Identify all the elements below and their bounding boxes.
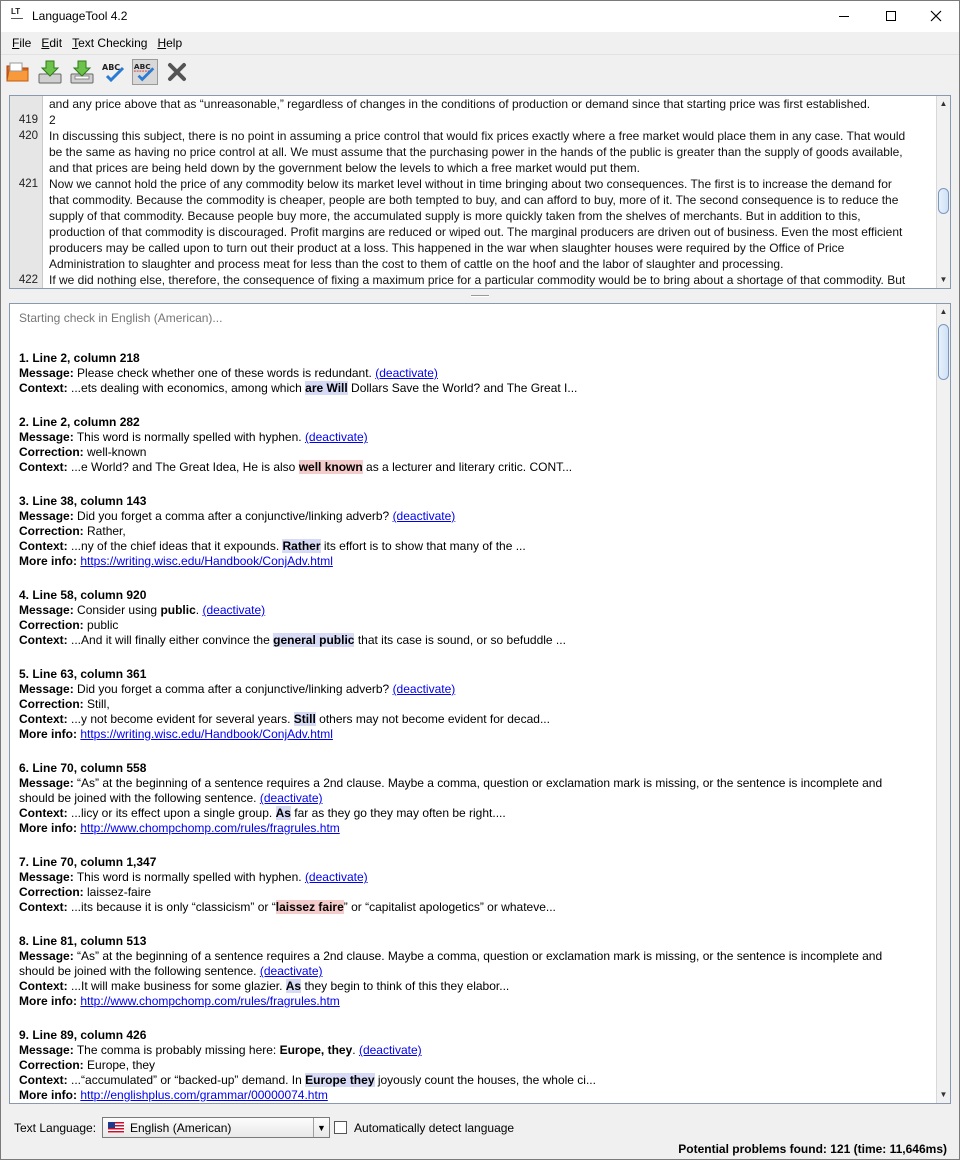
issue-more-info: More info: http://www.chompchomp.com/rules/fragrules.htm [19, 821, 340, 835]
auto-detect-label: Automatically detect language [354, 1121, 515, 1135]
issue-header: 8. Line 81, column 513 [19, 934, 147, 948]
issue-context: Context: ...ets dealing with economics, among which are Will Dollars Save the World? and The Great I... [19, 381, 578, 395]
deactivate-link[interactable]: (deactivate) [392, 682, 456, 696]
issue-message: Message: This word is normally spelled with hyphen. (deactivate) [19, 430, 368, 444]
issue-header: 3. Line 38, column 143 [19, 494, 147, 508]
correction-suggestion[interactable]: public [87, 618, 119, 632]
close-button[interactable] [913, 1, 959, 31]
deactivate-link[interactable]: (deactivate) [259, 791, 323, 805]
editor-line: and any price above that as “unreasonable,” regardless of changes in the conditions of production or demand since that starting price was first established. [49, 97, 871, 111]
save-as-button[interactable] [69, 59, 95, 85]
close-x-icon [164, 59, 190, 85]
splitter-grip-icon [471, 295, 489, 297]
issue-correction: Correction: well-known [19, 445, 147, 459]
issue-correction: Correction: Europe, they [19, 1058, 156, 1072]
more-info-link[interactable]: http://englishplus.com/grammar/00000074.htm [80, 1088, 328, 1102]
text-editor[interactable] [9, 95, 951, 289]
svg-text:ABC: ABC [102, 63, 121, 72]
deactivate-link[interactable]: (deactivate) [304, 430, 368, 444]
starting-check-status: Starting check in English (American)... [19, 311, 223, 325]
correction-suggestion[interactable]: laissez-faire [87, 885, 152, 899]
language-value: English (American) [130, 1120, 232, 1135]
deactivate-link[interactable]: (deactivate) [358, 1043, 422, 1057]
editor-text[interactable] [49, 96, 929, 288]
editor-scroll-thumb[interactable] [938, 188, 949, 214]
issue-message: Message: Did you forget a comma after a conjunctive/linking adverb? (deactivate) [19, 509, 456, 523]
check-text-button[interactable] [101, 59, 127, 85]
issue-message: should be joined with the following sentence. (deactivate) [19, 964, 323, 978]
issue-item [19, 667, 934, 742]
issue-item [19, 588, 934, 648]
save-icon [37, 59, 63, 85]
editor-scrollbar[interactable] [936, 96, 950, 288]
status-text: Potential problems found: 121 (time: 11,646ms) [678, 1142, 947, 1156]
more-info-link[interactable]: http://www.chompchomp.com/rules/fragrules.htm [80, 821, 340, 835]
issue-correction: Correction: Rather, [19, 524, 126, 538]
languagetool-logo-icon: LT [11, 8, 25, 24]
editor-line: Administration to slaughter and process meat for less than the cost to them of cattle on the hoof and the labor of slaughter and processing. [49, 257, 784, 271]
issue-correction: Correction: Still, [19, 697, 110, 711]
issue-header: 6. Line 70, column 558 [19, 761, 147, 775]
issue-correction: Correction: laissez-faire [19, 885, 152, 899]
auto-check-toggle[interactable] [132, 59, 158, 85]
results-content [19, 311, 934, 1104]
issue-context: Context: ...ny of the chief ideas that it expounds. Rather its effort is to show that many of the ... [19, 539, 526, 553]
more-info-link[interactable]: https://writing.wisc.edu/Handbook/ConjAdv.html [80, 554, 333, 568]
menu-file[interactable]: File [12, 36, 32, 50]
issue-context: Context: ...And it will finally either convince the general public that its case is sound, or so befuddle ... [19, 633, 566, 647]
issue-header: 9. Line 89, column 426 [19, 1028, 147, 1042]
chevron-down-icon[interactable]: ▼ [313, 1118, 329, 1137]
issue-header: 7. Line 70, column 1,347 [19, 855, 157, 869]
issue-message: should be joined with the following sentence. (deactivate) [19, 791, 323, 805]
line-number: 420 [18, 130, 38, 142]
error-highlight: general public [273, 633, 355, 647]
scroll-up-icon[interactable]: ▲ [939, 98, 948, 108]
issue-message: Message: “As” at the beginning of a sentence requires a 2nd clause. Maybe a comma, question or exclamation mark is missing, or the sentence is incomplete and [19, 776, 883, 790]
correction-suggestion[interactable]: Still, [87, 697, 110, 711]
issue-context: Context: ...its because it is only “classicism” or “laissez faire” or “capitalist apologetics” or whateve... [19, 900, 556, 914]
title-bar [1, 1, 959, 32]
auto-detect-checkbox[interactable] [334, 1121, 347, 1134]
minimize-button[interactable] [821, 1, 867, 31]
editor-line: producers may be called upon to turn out their product at a loss. This happened in the war when slaughter houses were required by the Office of Price [49, 241, 845, 255]
issue-item [19, 351, 934, 396]
issue-context: Context: ...It will make business for some glazier. As they begin to think of this they elabor... [19, 979, 510, 993]
issue-more-info: More info: http://englishplus.com/grammar/00000074.htm [19, 1088, 328, 1102]
issue-header: 1. Line 2, column 218 [19, 351, 140, 365]
issue-context: Context: ...e World? and The Great Idea, He is also well known as a lecturer and literary critic. CONT... [19, 460, 573, 474]
issue-message: Message: Did you forget a comma after a conjunctive/linking adverb? (deactivate) [19, 682, 456, 696]
error-highlight: Europe they [305, 1073, 375, 1087]
deactivate-link[interactable]: (deactivate) [392, 509, 456, 523]
spell-check-icon [101, 59, 127, 85]
open-button[interactable] [5, 59, 31, 85]
issue-message: Message: Please check whether one of these words is redundant. (deactivate) [19, 366, 438, 380]
language-select[interactable] [102, 1117, 330, 1138]
issue-item [19, 855, 934, 915]
editor-line: In discussing this subject, there is no point in assuming a price control that would fix prices exactly where a free market would place them in any case. That would [49, 129, 906, 143]
issue-item [19, 494, 934, 569]
issue-header: 2. Line 2, column 282 [19, 415, 140, 429]
line-number: 421 [18, 178, 38, 190]
editor-line: that commodity. Because the commodity is cheaper, people are both tempted to buy, and can afford to buy, more of it. The second consequence is to reduce the [49, 193, 899, 207]
maximize-button[interactable] [868, 1, 914, 31]
more-info-link[interactable]: https://writing.wisc.edu/Handbook/ConjAdv.html [80, 727, 333, 741]
us-flag-icon [108, 1122, 124, 1133]
issue-item [19, 1028, 934, 1103]
issue-more-info: More info: https://writing.wisc.edu/Handbook/ConjAdv.html [19, 727, 333, 741]
issue-context: Context: ...y not become evident for several years. Still others may not become evident for decad... [19, 712, 550, 726]
editor-line: supply of that commodity. Because people buy more, the accumulated supply is more quickly taken from the shelves of merchants. But in addition to this, [49, 209, 861, 223]
issue-more-info: More info: https://writing.wisc.edu/Handbook/ConjAdv.html [19, 554, 333, 568]
auto-check-icon [133, 60, 157, 84]
window-title: LanguageTool 4.2 [32, 9, 128, 23]
close-icon [930, 10, 942, 22]
svg-text:ABC: ABC [133, 62, 151, 72]
issue-header: 5. Line 63, column 361 [19, 667, 147, 681]
menu-bar [1, 33, 959, 53]
issue-message: Message: Consider using public. (deactivate) [19, 603, 266, 617]
issue-message: Message: The comma is probably missing here: Europe, they. (deactivate) [19, 1043, 422, 1057]
correction-suggestion[interactable]: Europe, they [87, 1058, 156, 1072]
minimize-icon [839, 16, 849, 17]
toolbar [1, 54, 959, 88]
more-info-link[interactable]: http://www.chompchomp.com/rules/fragrules.htm [80, 994, 340, 1008]
close-document-button[interactable] [164, 59, 190, 85]
scroll-down-icon[interactable]: ▼ [939, 1089, 948, 1099]
line-number: 419 [18, 114, 38, 126]
editor-line: production of that commodity is discouraged. Profit margins are reduced or wiped out. The marginal producers are driven out of business. Even the most efficient [49, 225, 903, 239]
maximize-icon [886, 11, 896, 21]
results-panel [9, 303, 951, 1104]
menu-text-checking[interactable]: Text Checking [72, 36, 148, 50]
results-scroll-thumb[interactable] [938, 324, 949, 380]
editor-line: and that prices are being held down by the government below the levels to which a free market would put them. [49, 161, 641, 175]
line-number-gutter [10, 96, 43, 288]
editor-line: be the same as having no price control at all. We must assume that the purchasing power in the hands of the public is greater than the supply of goods available, [49, 145, 903, 159]
editor-line: 2 [49, 113, 56, 127]
editor-line: If we did nothing else, therefore, the consequence of fixing a maximum price for a particular commodity would be to bring about a shortage of that commodity. But [49, 273, 906, 287]
error-highlight: well known [298, 460, 363, 474]
deactivate-link[interactable]: (deactivate) [202, 603, 266, 617]
issue-item [19, 761, 934, 836]
issue-correction: Correction: public [19, 618, 119, 632]
open-folder-icon [5, 59, 31, 85]
issue-message: Message: This word is normally spelled with hyphen. (deactivate) [19, 870, 368, 884]
issue-item [19, 415, 934, 475]
editor-line: Now we cannot hold the price of any commodity below its market level without in time bringing about two consequences. The first is to increase the demand for [49, 177, 892, 191]
save-as-icon [69, 59, 95, 85]
error-highlight: Rather [282, 539, 321, 553]
deactivate-link[interactable]: (deactivate) [304, 870, 368, 884]
error-highlight: Still [293, 712, 316, 726]
scroll-down-icon[interactable]: ▼ [939, 274, 948, 284]
save-button[interactable] [37, 59, 63, 85]
deactivate-link[interactable]: (deactivate) [259, 964, 323, 978]
error-highlight: laissez faire [275, 900, 344, 914]
correction-suggestion[interactable]: well-known [87, 445, 147, 459]
menu-help[interactable]: Help [157, 36, 183, 50]
deactivate-link[interactable]: (deactivate) [375, 366, 438, 380]
scroll-up-icon[interactable]: ▲ [939, 306, 948, 316]
pane-splitter[interactable] [9, 291, 951, 301]
issue-message: Message: “As” at the beginning of a sentence requires a 2nd clause. Maybe a comma, question or exclamation mark is missing, or the sentence is incomplete and [19, 949, 883, 963]
issue-context: Context: ...licy or its effect upon a single group. As far as they go they may often be right.... [19, 806, 506, 820]
issue-header: 4. Line 58, column 920 [19, 588, 147, 602]
error-highlight: As [285, 979, 302, 993]
issue-context: Context: ...“accumulated” or “backed-up” demand. In Europe they joyously count the houses, the whole ci... [19, 1073, 596, 1087]
correction-suggestion[interactable]: Rather, [87, 524, 126, 538]
error-highlight: As [275, 806, 291, 820]
issue-item [19, 934, 934, 1009]
line-number: 422 [18, 274, 38, 286]
issue-more-info: More info: http://www.chompchomp.com/rules/fragrules.htm [19, 994, 340, 1008]
text-language-label: Text Language: [14, 1121, 97, 1135]
results-scrollbar[interactable] [936, 304, 950, 1103]
menu-edit[interactable]: Edit [41, 36, 63, 50]
error-highlight: are Will [305, 381, 348, 395]
